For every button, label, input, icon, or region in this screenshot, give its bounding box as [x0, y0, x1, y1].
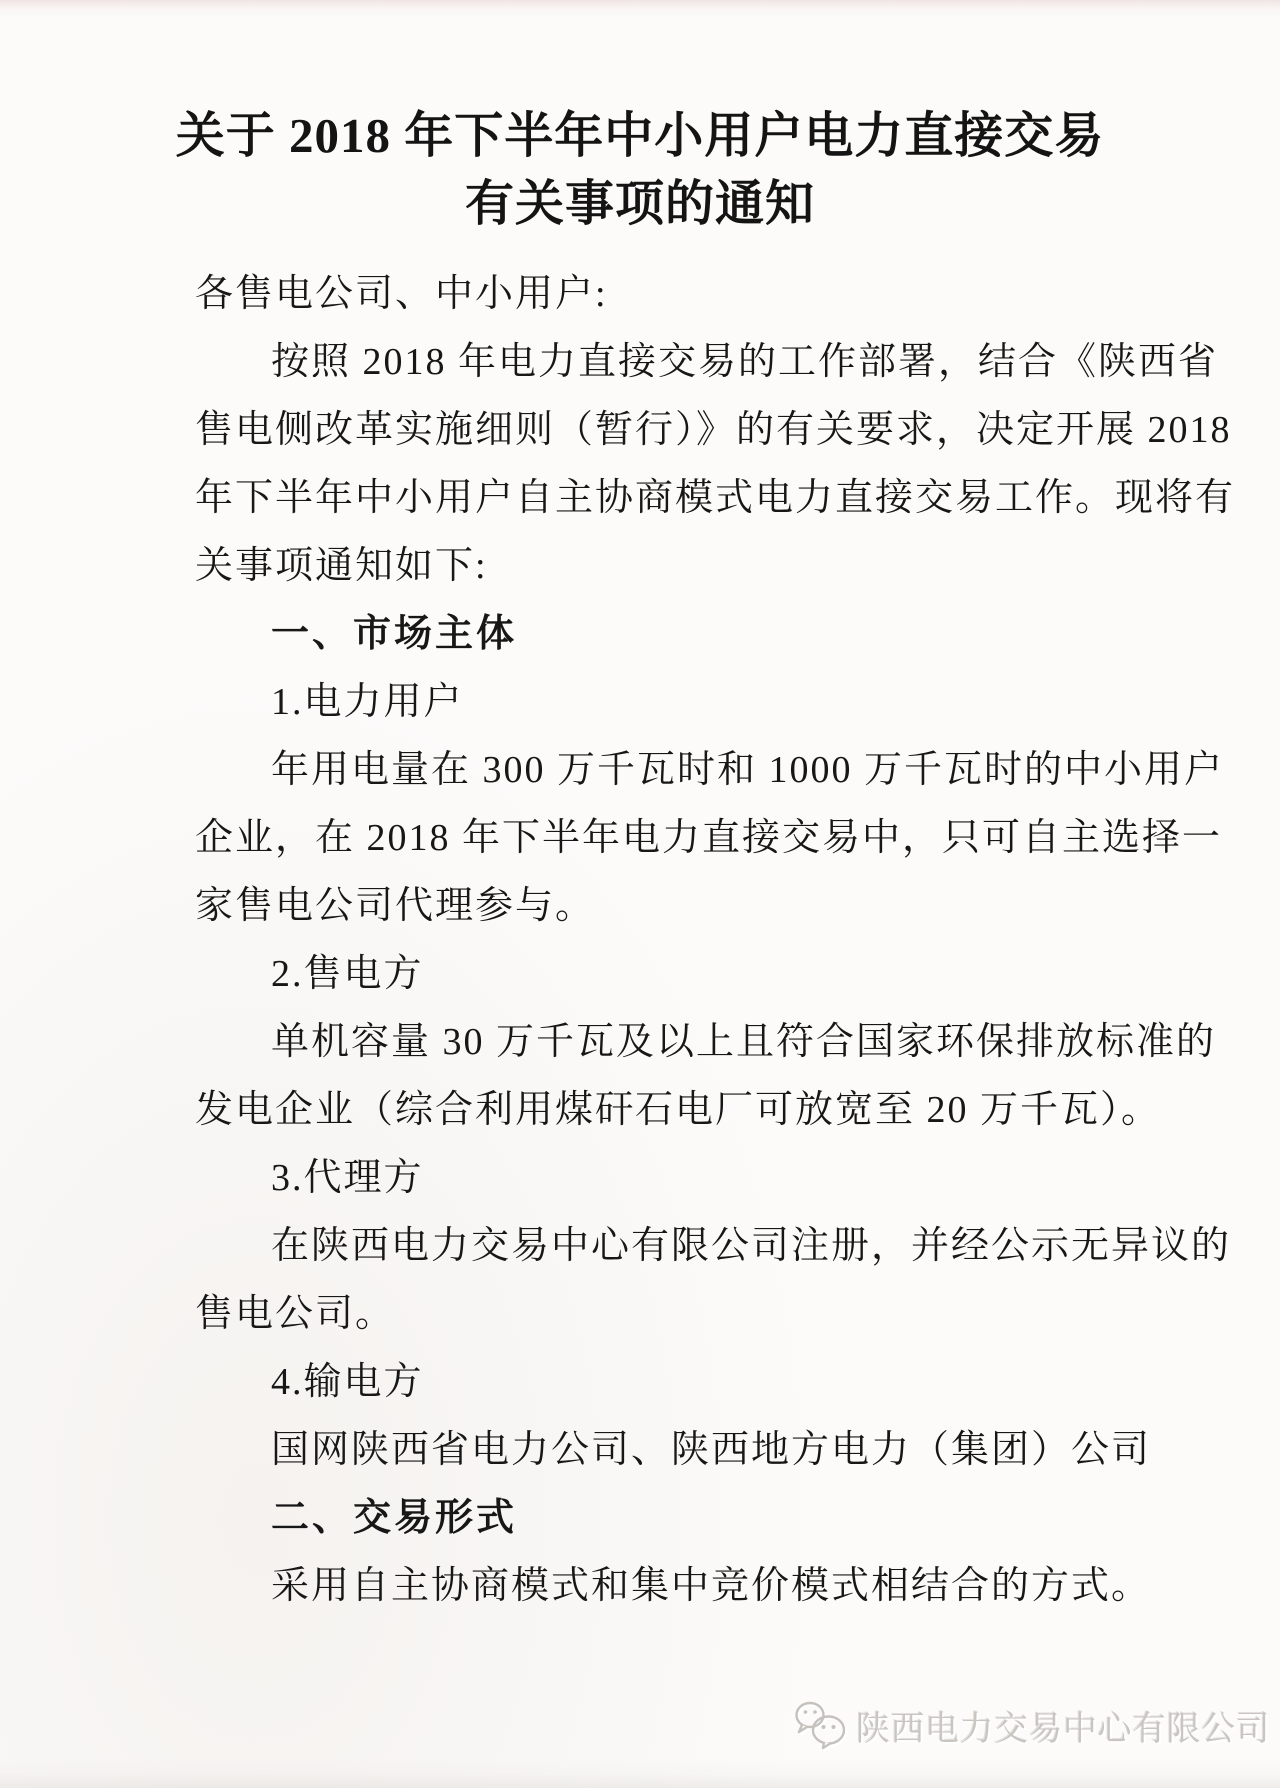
text-line: 年用电量在 300 万千瓦时和 1000 万千瓦时的中小用户 [271, 749, 1225, 791]
text-line: 在陕西电力交易中心有限公司注册，并经公示无异议的 [271, 1225, 1232, 1267]
text-line: 家售电公司代理参与。 [195, 885, 596, 927]
item-heading: 4.输电方 [271, 1361, 424, 1403]
section-heading-market-entities: 一、市场主体 [271, 613, 518, 655]
text-line: 关事项通知如下: [195, 545, 488, 587]
text-line: 企业，在 2018 年下半年电力直接交易中，只可自主选择一 [195, 817, 1223, 859]
title-line-1: 关于 2018 年下半年中小用户电力直接交易 [175, 108, 1105, 163]
salutation-line: 各售电公司、中小用户: [195, 273, 608, 315]
page-title [0, 102, 1280, 238]
text-line: 发电企业（综合利用煤矸石电厂可放宽至 20 万千瓦）。 [195, 1089, 1162, 1131]
document-body [195, 260, 1236, 1620]
text-line: 采用自主协商模式和集中竞价模式相结合的方式。 [271, 1565, 1152, 1607]
item-heading: 3.代理方 [271, 1157, 424, 1199]
item-heading: 2.售电方 [271, 953, 424, 995]
text-line: 单机容量 30 万千瓦及以上且符合国家环保排放标准的 [271, 1021, 1217, 1063]
watermark-footer [793, 1700, 1270, 1750]
text-line: 年下半年中小用户自主协商模式电力直接交易工作。现将有 [195, 477, 1236, 519]
item-heading: 1.电力用户 [271, 681, 464, 723]
text-line: 售电侧改革实施细则（暂行）》的有关要求，决定开展 2018 [195, 409, 1232, 451]
title-line-2: 有关事项的通知 [464, 176, 815, 231]
watermark-company-name: 陕西电力交易中心有限公司 [856, 1709, 1270, 1748]
text-line: 售电公司。 [195, 1293, 396, 1335]
wechat-icon [793, 1700, 847, 1750]
section-heading-trade-form: 二、交易形式 [271, 1497, 518, 1539]
text-line: 国网陕西省电力公司、陕西地方电力（集团）公司 [271, 1429, 1152, 1471]
text-line: 按照 2018 年电力直接交易的工作部署，结合《陕西省 [271, 341, 1219, 383]
